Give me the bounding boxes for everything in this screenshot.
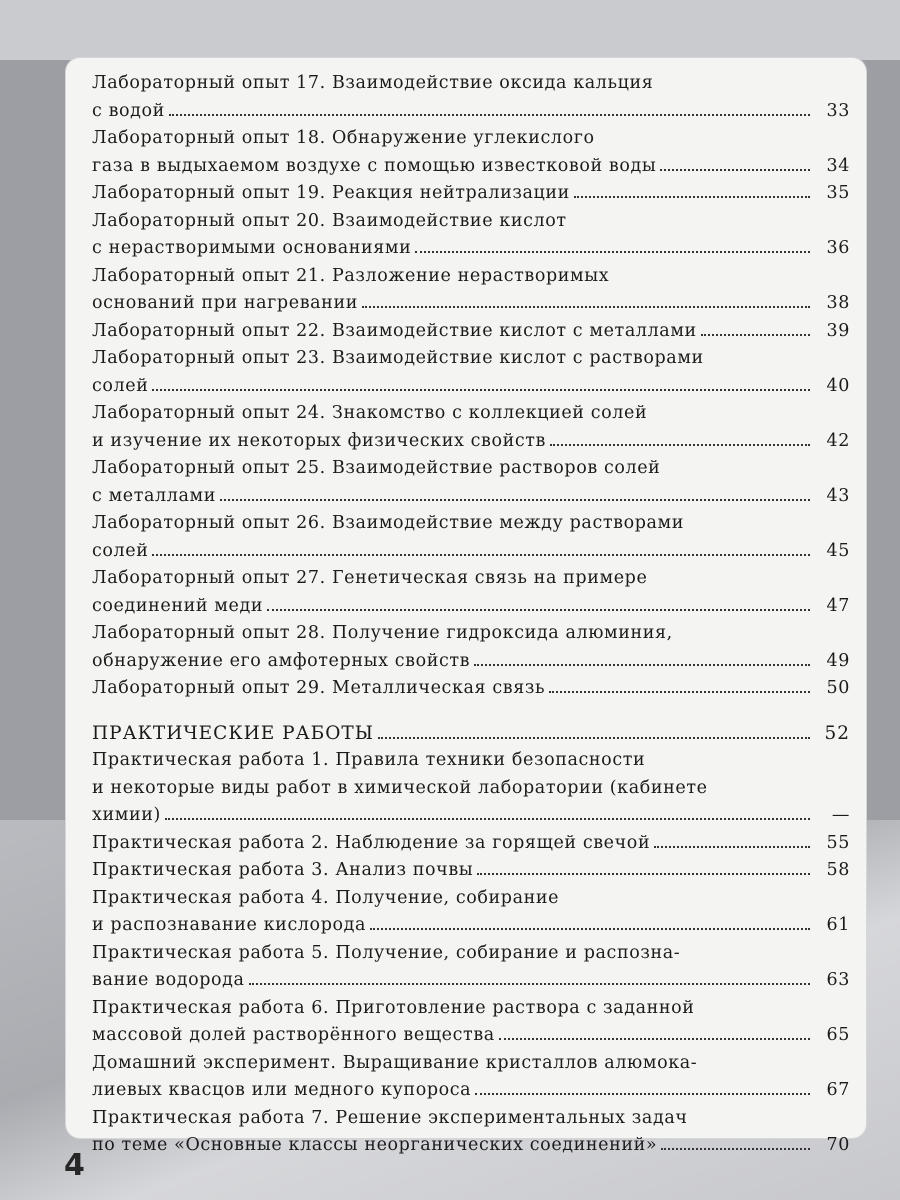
toc-entry-title: газа в выдыхаемом воздухе с помощью известковой воды bbox=[92, 155, 657, 176]
toc-entry-line bbox=[92, 318, 850, 346]
toc-entry bbox=[92, 455, 850, 510]
toc-entry bbox=[92, 510, 850, 565]
toc-entry-title: вание водорода bbox=[92, 970, 245, 990]
toc-entry-title: и изучение их некоторых физических свойств bbox=[92, 430, 546, 451]
dot-leader bbox=[415, 251, 810, 253]
toc-entry bbox=[92, 180, 850, 208]
toc-entry-title: обнаружение его амфотерных свойств bbox=[92, 650, 471, 671]
toc-entry-title: химии) bbox=[92, 805, 161, 825]
toc-entry-line bbox=[92, 593, 850, 621]
toc-entry-line bbox=[92, 125, 850, 153]
toc-entry-title: с нерастворимыми основаниями bbox=[92, 238, 412, 258]
toc-entry-title: Лабораторный опыт 28. Получение гидроксида алюминия, bbox=[92, 623, 673, 643]
toc-entry bbox=[92, 1105, 850, 1160]
toc-page-number: 50 bbox=[826, 678, 850, 698]
dot-leader bbox=[362, 306, 810, 308]
toc-entry-title: Практическая работа 1. Правила техники безопасности bbox=[92, 750, 646, 770]
toc-entry bbox=[92, 675, 850, 703]
toc-entry-title: Практическая работа 7. Решение экспериментальных задач bbox=[92, 1107, 688, 1128]
toc-entry-title: солей bbox=[92, 375, 149, 396]
dot-leader bbox=[660, 169, 810, 171]
toc-entry bbox=[92, 620, 850, 675]
dot-leader bbox=[654, 846, 810, 848]
toc-entry-title: Лабораторный опыт 22. Взаимодействие кислот с металлами bbox=[92, 320, 697, 341]
toc-entry bbox=[92, 125, 850, 180]
toc-page-number: 52 bbox=[824, 722, 850, 744]
toc-entry-line bbox=[92, 720, 850, 748]
toc-entry-title: лиевых квасцов или медного купороса bbox=[92, 1080, 472, 1100]
toc-entry-line bbox=[92, 857, 850, 885]
toc-entry-line bbox=[92, 235, 850, 263]
dot-leader bbox=[370, 928, 810, 930]
toc-entry-line bbox=[92, 98, 850, 126]
toc-entry-line bbox=[92, 802, 850, 830]
toc-page-number: 63 bbox=[826, 970, 850, 990]
toc-entry-line bbox=[92, 620, 850, 648]
toc-page-number: 43 bbox=[826, 485, 850, 506]
background-top bbox=[0, 0, 900, 60]
toc-entry-title: Домашний эксперимент. Выращивание кристаллов алюмока- bbox=[92, 1052, 698, 1073]
toc-entry-line bbox=[92, 1022, 850, 1050]
toc-entry-line bbox=[92, 455, 850, 483]
toc-entry-line bbox=[92, 648, 850, 676]
dot-leader bbox=[477, 873, 810, 875]
toc-entry-title: с металлами bbox=[92, 485, 216, 506]
toc-entry bbox=[92, 565, 850, 620]
toc-entry-line bbox=[92, 1050, 850, 1078]
dot-leader bbox=[661, 1148, 810, 1150]
toc-entry-line bbox=[92, 208, 850, 236]
toc-page-number: 58 bbox=[826, 860, 850, 880]
toc-page-number: 61 bbox=[826, 915, 850, 935]
dot-leader bbox=[267, 609, 810, 611]
toc-entry-line bbox=[92, 1077, 850, 1105]
toc-entry-title: Лабораторный опыт 19. Реакция нейтрализации bbox=[92, 183, 570, 203]
toc-entry bbox=[92, 885, 850, 940]
toc-page-number: 70 bbox=[826, 1135, 850, 1155]
toc-entry-title: Лабораторный опыт 17. Взаимодействие оксида кальция bbox=[92, 73, 654, 93]
toc-entry-line bbox=[92, 912, 850, 940]
toc-page-number: 42 bbox=[826, 430, 850, 451]
toc-entry-line bbox=[92, 565, 850, 593]
toc-entry-line bbox=[92, 747, 850, 775]
toc-entry-line bbox=[92, 263, 850, 291]
toc-entry-title: Лабораторный опыт 25. Взаимодействие растворов солей bbox=[92, 458, 661, 478]
toc-entry-line bbox=[92, 775, 850, 803]
toc-entry bbox=[92, 318, 850, 346]
toc-entry bbox=[92, 830, 850, 858]
toc-entry-title: и распознавание кислорода bbox=[92, 915, 367, 935]
toc-entry-title: Лабораторный опыт 20. Взаимодействие кислот bbox=[92, 210, 567, 231]
toc-entry-title: Лабораторный опыт 24. Знакомство с коллекцией солей bbox=[92, 403, 648, 423]
toc-entry bbox=[92, 857, 850, 885]
toc-entry-line bbox=[92, 1132, 850, 1160]
toc-entry-title: Практическая работа 3. Анализ почвы bbox=[92, 860, 474, 880]
toc-page-number: 45 bbox=[826, 540, 850, 561]
toc-entry-line bbox=[92, 967, 850, 995]
toc-entry-line bbox=[92, 940, 850, 968]
toc-entry-title: и некоторые виды работ в химической лаборатории (кабинете bbox=[92, 777, 708, 798]
toc-entry-line bbox=[92, 153, 850, 181]
toc-entry-title: Практическая работа 5. Получение, собирание и распозна- bbox=[92, 942, 681, 963]
toc-entry-line bbox=[92, 995, 850, 1023]
toc-entry-line bbox=[92, 483, 850, 511]
toc-page-number: 40 bbox=[826, 375, 850, 396]
toc-page-number: 39 bbox=[826, 320, 850, 341]
dot-leader bbox=[574, 196, 810, 198]
toc-entry-line bbox=[92, 180, 850, 208]
page-number: 4 bbox=[64, 1148, 85, 1183]
toc-entry-title: Лабораторный опыт 21. Разложение нерастворимых bbox=[92, 265, 610, 286]
toc-entry-line bbox=[92, 675, 850, 703]
toc-entry-line bbox=[92, 373, 850, 401]
toc-entry-title: Лабораторный опыт 23. Взаимодействие кислот с растворами bbox=[92, 348, 704, 368]
dot-leader bbox=[165, 818, 810, 820]
toc-entry bbox=[92, 400, 850, 455]
toc-entry-title: по теме «Основные классы неорганических соединений» bbox=[92, 1135, 658, 1155]
toc-entry-line bbox=[92, 290, 850, 318]
toc-entry-title: Практическая работа 4. Получение, собирание bbox=[92, 887, 560, 908]
dot-leader bbox=[169, 114, 810, 116]
toc-entry-title: Практическая работа 6. Приготовление раствора с заданной bbox=[92, 997, 695, 1018]
toc-page-number: 35 bbox=[826, 183, 850, 203]
toc-entry-line bbox=[92, 510, 850, 538]
toc-entry-line bbox=[92, 538, 850, 566]
toc-entry-title: Лабораторный опыт 29. Металлическая связь bbox=[92, 678, 546, 698]
toc-entry bbox=[92, 345, 850, 400]
toc-page-number: 38 bbox=[826, 293, 850, 313]
toc-entry-line bbox=[92, 428, 850, 456]
toc-page-number: 67 bbox=[826, 1080, 850, 1100]
dot-leader bbox=[550, 444, 810, 446]
toc-page-number: 36 bbox=[826, 238, 850, 258]
dot-leader bbox=[152, 389, 810, 391]
toc-list bbox=[92, 70, 850, 1160]
toc-entry bbox=[92, 263, 850, 318]
dot-leader bbox=[549, 691, 810, 693]
toc-entry-line bbox=[92, 70, 850, 98]
toc-page-number: 33 bbox=[826, 100, 850, 121]
toc-entry-line bbox=[92, 400, 850, 428]
toc-entry-title: с водой bbox=[92, 100, 165, 121]
toc-entry-line bbox=[92, 830, 850, 858]
dot-leader bbox=[249, 983, 810, 985]
dot-leader bbox=[378, 737, 810, 739]
toc-entry-title: Практическая работа 2. Наблюдение за горящей свечой bbox=[92, 832, 651, 853]
toc-entry bbox=[92, 208, 850, 263]
toc-page-number: 49 bbox=[826, 650, 850, 671]
toc-entry-title: Лабораторный опыт 27. Генетическая связь на примере bbox=[92, 568, 648, 588]
toc-entry-title: Лабораторный опыт 26. Взаимодействие между растворами bbox=[92, 513, 685, 533]
dot-leader bbox=[701, 334, 810, 336]
toc-entry-line bbox=[92, 345, 850, 373]
toc-entry bbox=[92, 70, 850, 125]
toc-page-number: 34 bbox=[826, 155, 850, 176]
toc-entry-line bbox=[92, 1105, 850, 1133]
dot-leader bbox=[475, 1093, 810, 1095]
toc-section-heading bbox=[92, 720, 850, 748]
toc-entry-line bbox=[92, 885, 850, 913]
toc-entry-title: солей bbox=[92, 540, 149, 561]
toc-entry bbox=[92, 940, 850, 995]
toc-entry-title: Лабораторный опыт 18. Обнаружение углекислого bbox=[92, 128, 595, 148]
toc-entry-title: оснований при нагревании bbox=[92, 293, 358, 313]
toc-entry bbox=[92, 747, 850, 830]
dot-leader bbox=[499, 1038, 810, 1040]
toc-entry-title: соединений меди bbox=[92, 595, 264, 616]
dot-leader bbox=[152, 554, 810, 556]
dot-leader bbox=[220, 499, 810, 501]
toc-page-number: 47 bbox=[826, 595, 850, 616]
dot-leader bbox=[474, 664, 810, 666]
toc-entry bbox=[92, 1050, 850, 1105]
toc-page-number: 55 bbox=[826, 832, 850, 853]
toc-entry-title: ПРАКТИЧЕСКИЕ РАБОТЫ bbox=[92, 722, 374, 744]
toc-page-number: — bbox=[831, 805, 850, 825]
toc-entry bbox=[92, 995, 850, 1050]
toc-entry-title: массовой долей растворённого вещества bbox=[92, 1025, 495, 1045]
toc-page-number: 65 bbox=[826, 1025, 850, 1045]
